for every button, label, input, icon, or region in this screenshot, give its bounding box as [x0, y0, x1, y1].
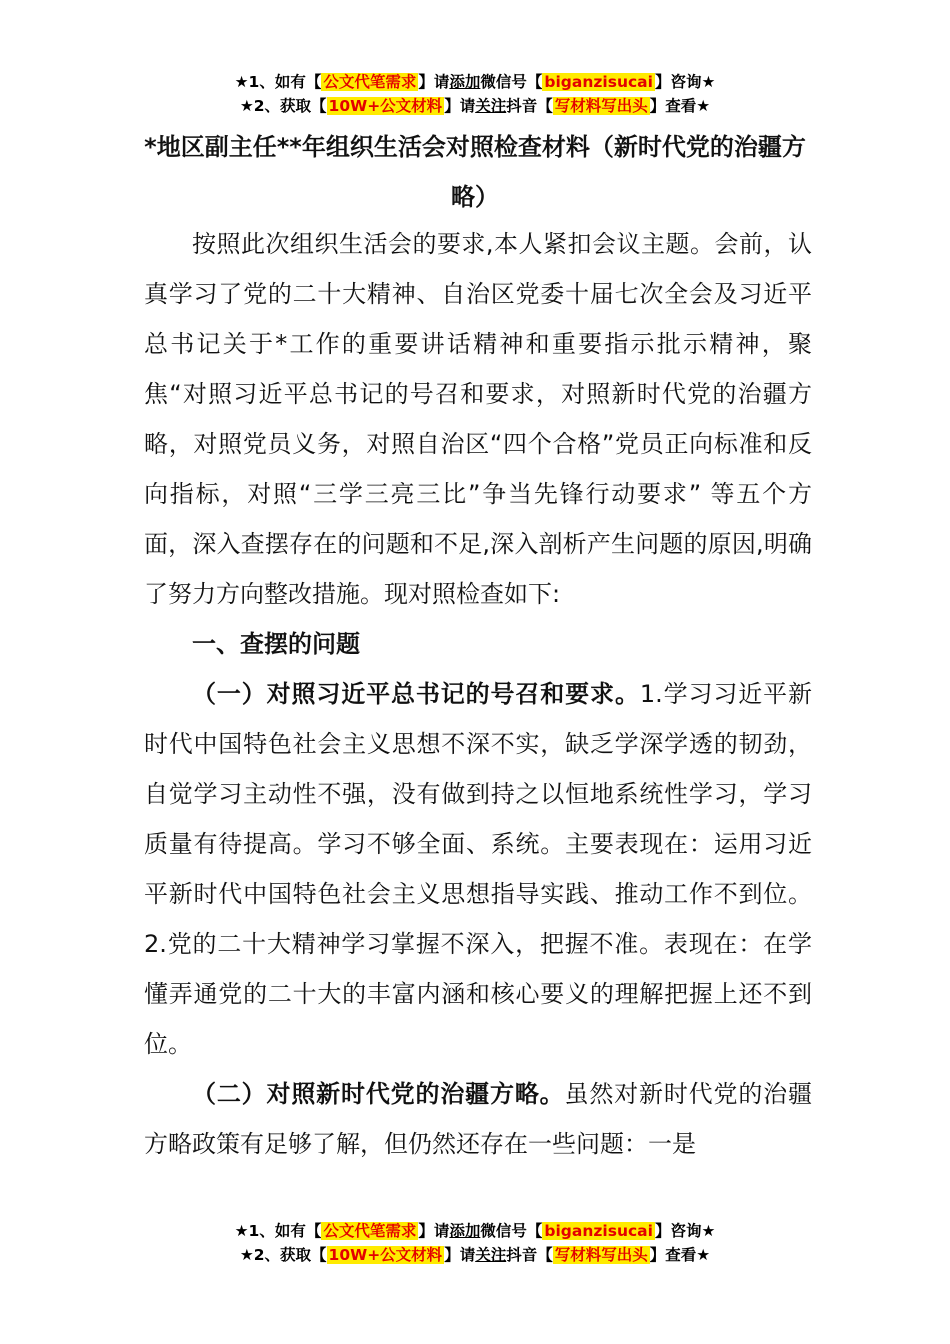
highlight-ghostwriting: 公文代笔需求	[323, 73, 417, 91]
star-icon: ★	[239, 1246, 254, 1264]
document-title: *地区副主任**年组织生活会对照检查材料（新时代党的治疆方略）	[144, 133, 806, 211]
highlight-douyin: 写材料写出头	[554, 97, 648, 115]
highlight-wechat-id: biganzisucai	[544, 1222, 653, 1240]
star-icon: ★	[696, 1246, 711, 1264]
item-heading: （一）对照习近平总书记的号召和要求。	[192, 680, 640, 708]
banner-line-2: ★2、获取【 10W+公文材料 】请关注抖音【 写材料写出头 】查看★	[239, 1246, 711, 1264]
highlight-materials: 10W+公文材料	[328, 97, 443, 115]
section-heading: 一、查摆的问题	[192, 630, 360, 658]
item-text: 1.学习习近平新时代中国特色社会主义思想不深不实，缺乏学深学透的韧劲，自觉学习主动性不强，没有做到持之以恒地系统性学习，学习质量有待提高。学习不够全面、系统。主要表现在：运用习近平新时代中国特色社会主义思想指导实践、推动工作不到位。2.党的二十大精神学习掌握不深入，把握不准。表现在：在学懂弄通党的二十大的丰富内涵和核心要义的理解把握上还不到位。	[144, 680, 812, 1058]
item-paragraph-1	[144, 669, 812, 1069]
highlight-ghostwriting: 公文代笔需求	[323, 1222, 417, 1240]
star-icon: ★	[701, 73, 716, 91]
header-banner	[0, 70, 950, 118]
banner-line-1: ★1、如有【 公文代笔需求 】请添加微信号【 biganzisucai 】咨询★	[234, 1222, 716, 1240]
star-icon: ★	[701, 1222, 716, 1240]
star-icon: ★	[234, 73, 249, 91]
star-icon: ★	[234, 1222, 249, 1240]
intro-paragraph: 按照此次组织生活会的要求,本人紧扣会议主题。会前，认真学习了党的二十大精神、自治区党委十届七次全会及习近平总书记关于*工作的重要讲话精神和重要指示批示精神，聚焦“对照习近平总书记的号召和要求，对照新时代党的治疆方略，对照党员义务，对照自治区“四个合格”党员正向标准和反向指标，对照“三学三亮三比”争当先锋行动要求” 等五个方面，深入查摆存在的问题和不足,深入剖析产生问题的原因,明确了努力方向整改措施。现对照检查如下:	[144, 230, 812, 608]
banner-line-2: ★2、获取【 10W+公文材料 】请关注抖音【 写材料写出头 】查看★	[239, 97, 711, 115]
highlight-materials: 10W+公文材料	[328, 1246, 443, 1264]
star-icon: ★	[696, 97, 711, 115]
footer-banner	[0, 1219, 950, 1267]
item-text: 虽然对新时代党的治疆方略政策有足够了解，但仍然还存在一些问题：一是	[144, 1080, 812, 1158]
item-heading: （二）对照新时代党的治疆方略。	[192, 1080, 565, 1108]
highlight-wechat-id: biganzisucai	[544, 73, 653, 91]
banner-line-1: ★1、如有【 公文代笔需求 】请添加微信号【 biganzisucai 】咨询★	[234, 73, 716, 91]
item-paragraph-2	[144, 1069, 812, 1169]
star-icon: ★	[239, 97, 254, 115]
highlight-douyin: 写材料写出头	[554, 1246, 648, 1264]
document-body	[144, 219, 812, 1169]
